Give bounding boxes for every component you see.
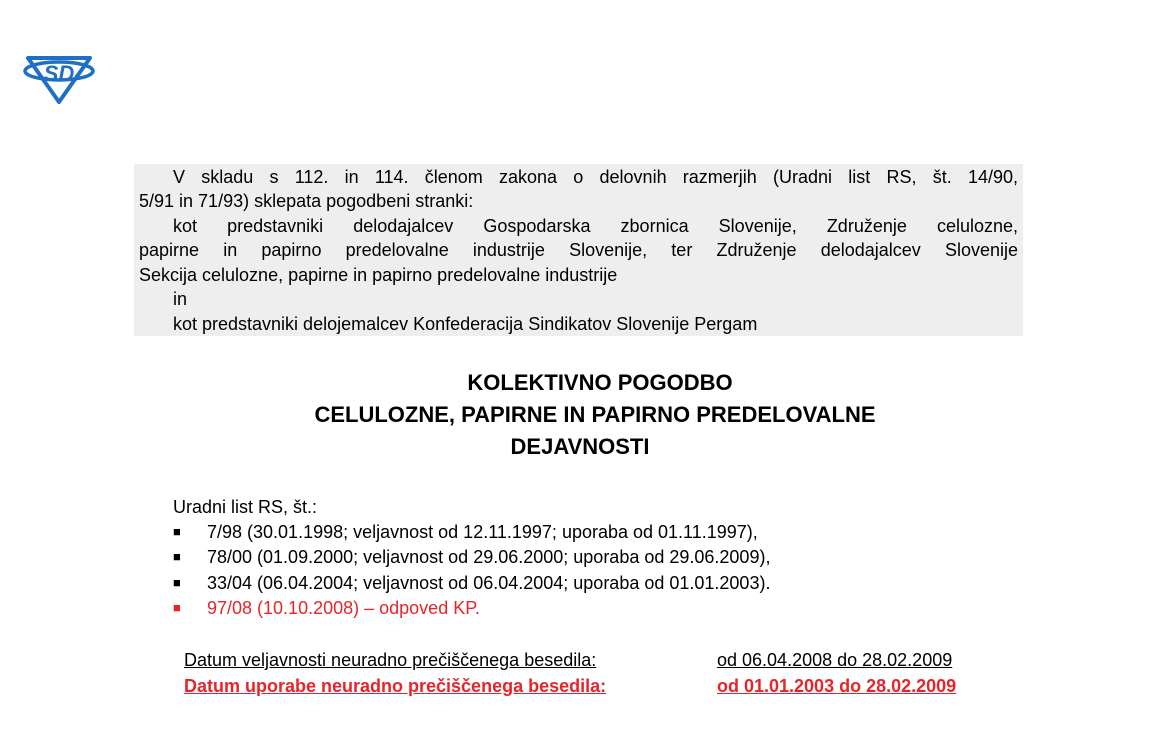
document-title-line-1: KOLEKTIVNO POGODBO <box>467 370 733 395</box>
preamble-line: V skladu s 112. in 114. členom zakona o delovnih razmerjih (Uradni list RS, št. 14/90, <box>173 167 1018 187</box>
amendment-text: 78/00 (01.09.2000; veljavnost od 29.06.2000; uporaba od 29.06.2009), <box>207 547 771 567</box>
preamble-line: papirne in papirno predelovalne industrije Slovenije, ter Združenje delodajalcev Slovenije <box>139 240 1018 260</box>
preamble-line: kot predstavniki delojemalcev Konfederacija Sindikatov Slovenije Pergam <box>173 314 758 334</box>
amendment-text: 7/98 (30.01.1998; veljavnost od 12.11.1997; uporaba od 01.11.1997), <box>207 522 758 542</box>
sd-shield-logo-icon <box>22 48 96 104</box>
preamble-line: 5/91 in 71/93) sklepata pogodbeni stranki: <box>139 191 474 211</box>
preamble-line: in <box>173 289 188 309</box>
usage-date-value: od 01.01.2003 do 28.02.2009 <box>717 676 957 696</box>
amendment-text: 33/04 (06.04.2004; veljavnost od 06.04.2004; uporaba od 01.01.2003). <box>207 573 771 593</box>
svg-text:SD: SD <box>43 61 75 86</box>
document-title-line-2: CELULOZNE, PAPIRNE IN PAPIRNO PREDELOVALNE <box>314 402 876 427</box>
validity-date-value: od 06.04.2008 do 28.02.2009 <box>717 650 953 670</box>
preamble-line: kot predstavniki delodajalcev Gospodarska zbornica Slovenije, Združenje celulozne, <box>173 216 1018 236</box>
preamble-line: Sekcija celulozne, papirne in papirno predelovalne industrije <box>139 265 618 285</box>
square-bullet-icon: ■ <box>173 549 181 564</box>
square-bullet-icon: ■ <box>173 575 181 590</box>
document-title-line-3: DEJAVNOSTI <box>510 434 650 459</box>
amendment-text-termination: 97/08 (10.10.2008) – odpoved KP. <box>207 598 480 618</box>
preamble-block <box>134 164 1023 336</box>
square-bullet-icon: ■ <box>173 524 181 539</box>
usage-date-label: Datum uporabe neuradno prečiščenega besedila: <box>184 676 607 696</box>
validity-date-label: Datum veljavnosti neuradno prečiščenega besedila: <box>184 650 597 670</box>
gazette-label: Uradni list RS, št.: <box>173 497 318 517</box>
square-bullet-icon: ■ <box>173 600 181 615</box>
